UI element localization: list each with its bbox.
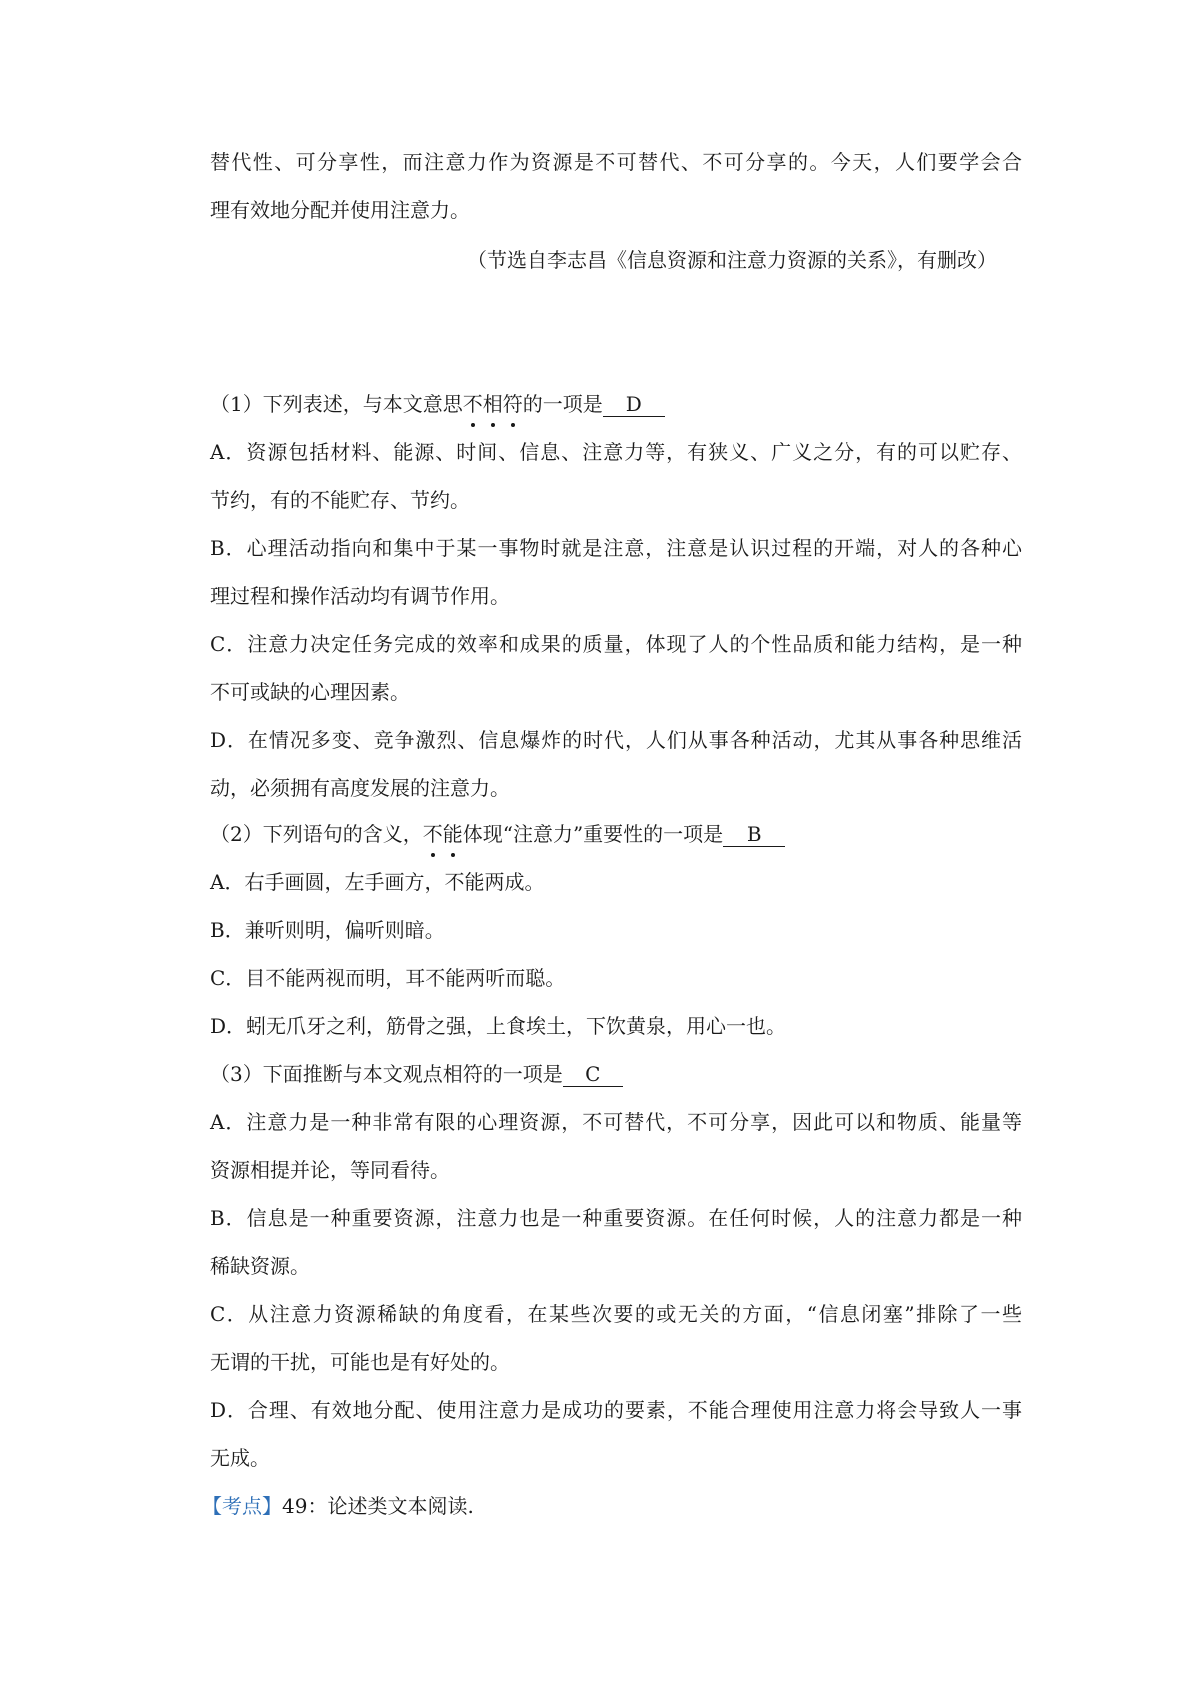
option-line: A．右手画圆，左手画方，不能两成。	[210, 870, 545, 894]
option-line: C．目不能两视而明，耳不能两听而聪。	[210, 966, 566, 990]
answer-blank: B	[723, 822, 785, 847]
passage-source: （节选自李志昌《信息资源和注意力资源的关系》，有删改）	[467, 248, 997, 272]
question-2-stem	[210, 820, 785, 848]
option-line: 稀缺资源。	[210, 1254, 310, 1278]
option-line: C．从注意力资源稀缺的角度看，在某些次要的或无关的方面，“信息闭塞”排除了一些	[210, 1302, 1022, 1326]
kaodian-line	[202, 1492, 474, 1520]
option-line: B．兼听则明，偏听则暗。	[210, 918, 445, 942]
emphasis-char: 不	[422, 822, 443, 846]
kaodian-text: 49：论述类文本阅读.	[282, 1494, 474, 1518]
emphasis-char: 不	[462, 392, 483, 416]
kaodian-tag: 【考点】	[202, 1494, 282, 1518]
question-stem-text: （2）下列语句的含义，	[210, 822, 423, 846]
option-line: D．合理、有效地分配、使用注意力是成功的要素，不能合理使用注意力将会导致人一事	[210, 1398, 1022, 1422]
answer-blank: C	[563, 1062, 623, 1087]
question-3-stem	[210, 1060, 623, 1088]
emphasis-char: 符	[502, 392, 523, 416]
option-line: 动，必须拥有高度发展的注意力。	[210, 776, 510, 800]
option-line: A．资源包括材料、能源、时间、信息、注意力等，有狭义、广义之分，有的可以贮存、	[210, 440, 1022, 464]
option-line: 理过程和操作活动均有调节作用。	[210, 584, 510, 608]
question-stem-text: （3）下面推断与本文观点相符的一项是	[210, 1062, 563, 1086]
emphasis-char: 能	[442, 822, 463, 846]
passage-line: 替代性、可分享性，而注意力作为资源是不可替代、不可分享的。今天，人们要学会合	[210, 150, 1022, 174]
option-line: B．信息是一种重要资源，注意力也是一种重要资源。在任何时候，人的注意力都是一种	[210, 1206, 1022, 1230]
emphasis-char: 相	[482, 392, 503, 416]
option-line: D．蚓无爪牙之利，筋骨之强，上食埃土，下饮黄泉，用心一也。	[210, 1014, 787, 1038]
passage-line: 理有效地分配并使用注意力。	[210, 198, 470, 222]
option-line: C．注意力决定任务完成的效率和成果的质量，体现了人的个性品质和能力结构，是一种	[210, 632, 1022, 656]
answer-blank: D	[603, 392, 665, 417]
option-line: 节约，有的不能贮存、节约。	[210, 488, 470, 512]
question-stem-text: 体现“注意力”重要性的一项是	[462, 822, 724, 846]
option-line: 无成。	[210, 1446, 270, 1470]
question-1-stem	[210, 390, 665, 418]
option-line: B．心理活动指向和集中于某一事物时就是注意，注意是认识过程的开端，对人的各种心	[210, 536, 1022, 560]
question-stem-text: （1）下列表述，与本文意思	[210, 392, 463, 416]
question-stem-text: 的一项是	[522, 392, 603, 416]
option-line: 不可或缺的心理因素。	[210, 680, 410, 704]
option-line: D．在情况多变、竞争激烈、信息爆炸的时代，人们从事各种活动，尤其从事各种思维活	[210, 728, 1022, 752]
option-line: 资源相提并论，等同看待。	[210, 1158, 450, 1182]
option-line: 无谓的干扰，可能也是有好处的。	[210, 1350, 510, 1374]
option-line: A．注意力是一种非常有限的心理资源，不可替代，不可分享，因此可以和物质、能量等	[210, 1110, 1022, 1134]
